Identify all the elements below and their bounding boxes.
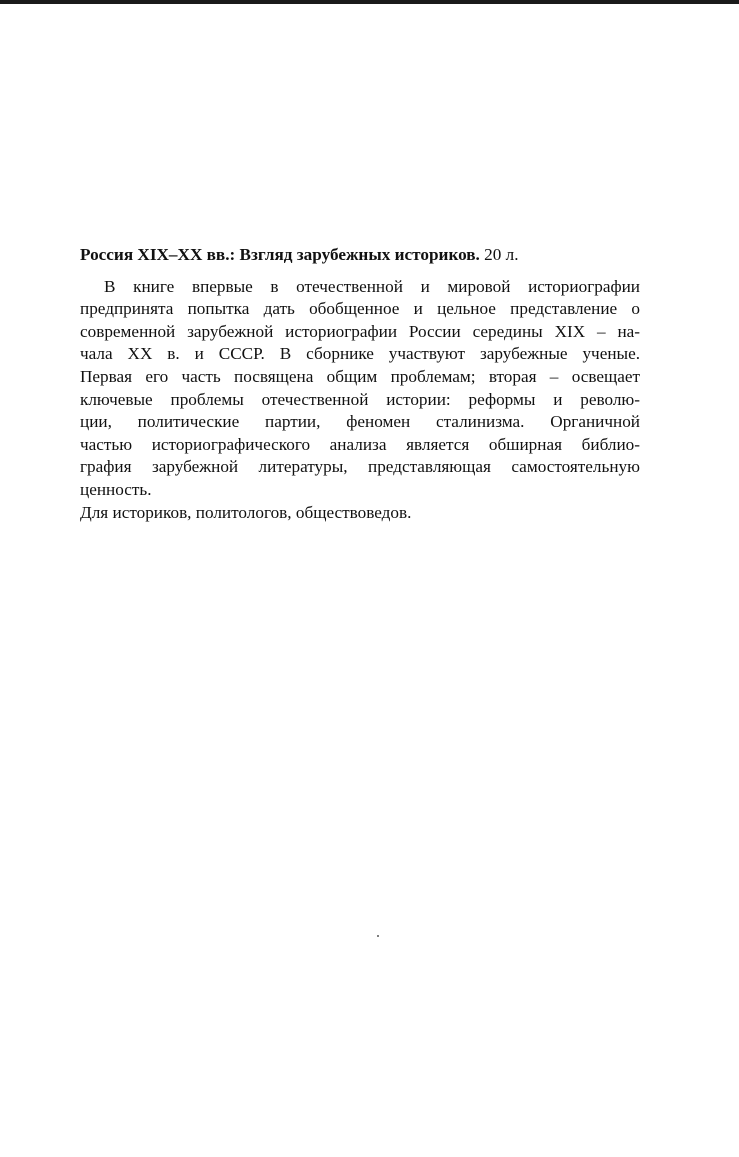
scan-speck xyxy=(377,935,379,937)
description-line: частью историографического анализа является обширная библио- xyxy=(80,434,640,454)
annotation-description xyxy=(80,276,640,502)
book-annotation xyxy=(80,244,640,524)
description-line: современной зарубежной историографии России середины XIX – на- xyxy=(80,321,640,341)
description-line: Первая его часть посвящена общим проблемам; вторая – освещает xyxy=(80,366,640,386)
intended-audience xyxy=(80,502,640,525)
description-line: ции, политические партии, феномен сталинизма. Органичной xyxy=(80,412,640,432)
description-line: В книге впервые в отечественной и мировой историографии xyxy=(104,276,640,296)
annotation-heading xyxy=(80,244,640,267)
sheet-count: 20 л. xyxy=(484,245,519,264)
description-line: предпринята попытка дать обобщенное и цельное представление о xyxy=(80,299,640,319)
description-line: графия зарубежной литературы, представляющая самостоятельную xyxy=(80,457,640,477)
top-scan-border xyxy=(0,0,739,4)
description-line: ключевые проблемы отечественной истории: реформы и револю- xyxy=(80,389,640,409)
description-line: чала XX в. и СССР. В сборнике участвуют зарубежные ученые. xyxy=(80,344,640,364)
audience-text: Для историков, политологов, обществоведов. xyxy=(80,502,412,522)
book-title: Россия XIX–XX вв.: Взгляд зарубежных историков. xyxy=(80,245,480,264)
description-line: ценность. xyxy=(80,479,152,499)
